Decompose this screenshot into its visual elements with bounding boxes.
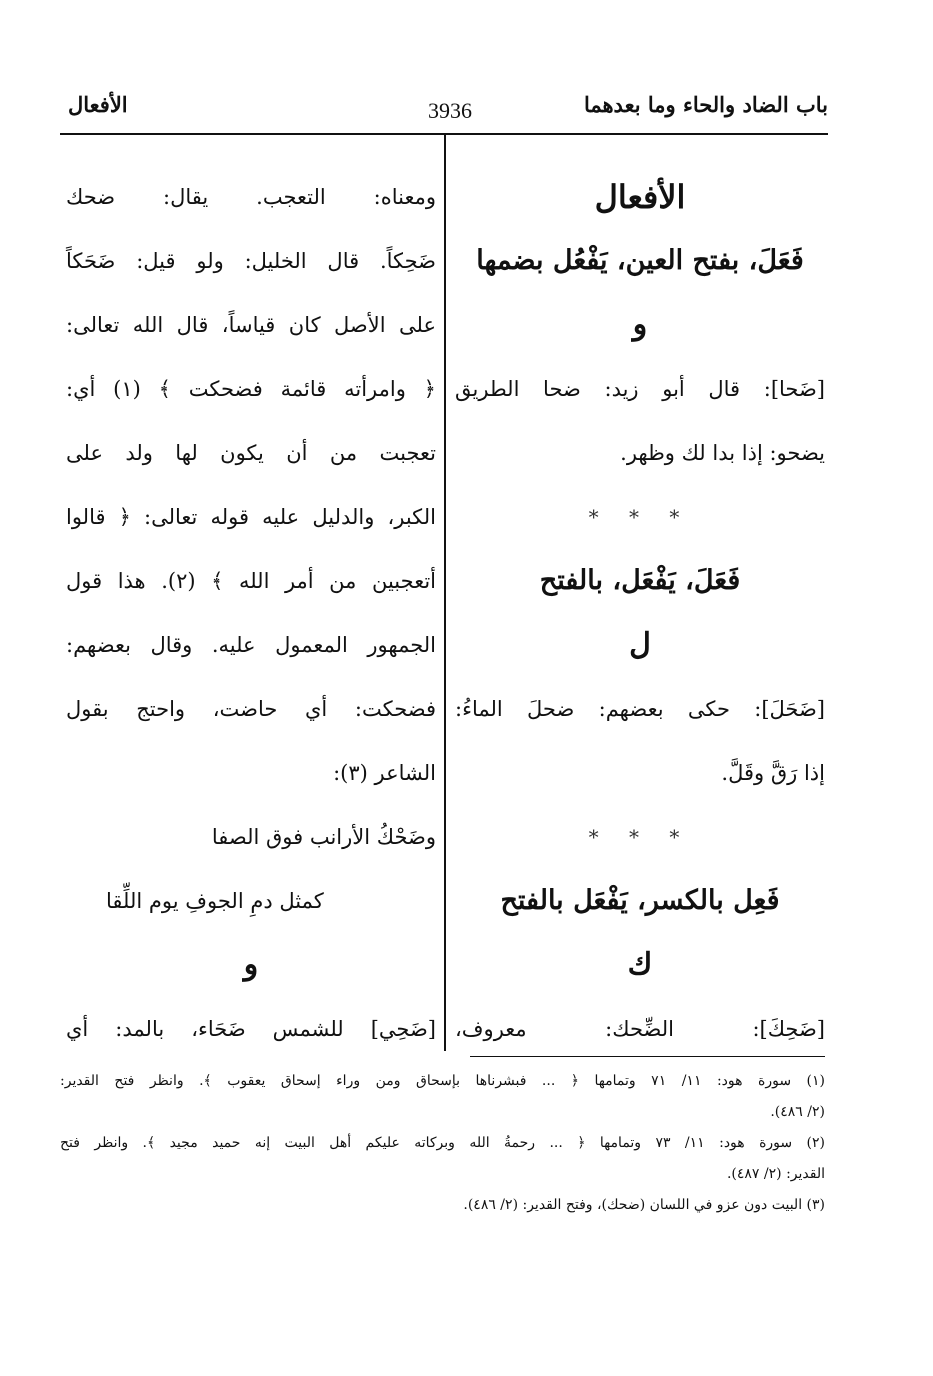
entry-text: [ضَحا]: قال أبو زيد: ضحا الطريق	[455, 377, 825, 401]
body-line: الجمهور المعمول عليه. وقال بعضهم:	[66, 633, 436, 657]
separator-stars: * * *	[588, 825, 692, 849]
left-column	[66, 165, 436, 1061]
right-column	[455, 165, 825, 1061]
entry-text: [ضَحِي] للشمس ضَحَاء، بالمد: أي	[66, 1017, 436, 1041]
footnote-line: القدير: (٢/ ٤٨٧).	[726, 1166, 825, 1182]
root-letter: ل	[629, 627, 651, 662]
body-line: الشاعر (٣):	[333, 761, 436, 785]
body-line: تعجبت من أن يكون لها ولد على	[66, 441, 436, 465]
body-line: ومعناه: التعجب. يقال: ضحك	[66, 185, 436, 209]
verb-pattern-heading: فَعَلَ، يَفْعَل، بالفتح	[539, 565, 741, 596]
verse-line: وضَحْكُ الأرانب فوق الصفا	[211, 825, 436, 849]
root-letter: و	[632, 307, 648, 342]
section-title: الأفعال	[68, 92, 128, 117]
verb-pattern-heading: فَعَلَ، بفتح العين، يَفْعُل بضمها	[476, 245, 804, 276]
body-line: أتعجبين من أمر الله ﴾ (٢). هذا قول	[66, 569, 436, 593]
entry-text: يضحو: إذا بدا لك وظهر.	[620, 441, 825, 465]
footnote-line: (٢/ ٤٨٦).	[770, 1104, 825, 1120]
entry-text: [ضَحِكَ]: الضِّحك: معروف،	[455, 1017, 825, 1041]
section-heading: الأفعال	[594, 178, 686, 216]
footnote-rule	[470, 1056, 825, 1057]
body-line: على الأصل كان قياساً، قال الله تعالى:	[66, 313, 436, 337]
entry-text: إذا رَقَّ وقَلَّ.	[721, 761, 825, 785]
body-line: ضَحِكاً. قال الخليل: ولو قيل: ضَحَكاً	[66, 249, 436, 273]
entry-text: [ضَحَلَ]: حكى بعضهم: ضحلَ الماءُ:	[455, 697, 825, 721]
root-letter: و	[243, 947, 259, 982]
separator-stars: * * *	[588, 505, 692, 529]
footnote-line: (١) سورة هود: ١١/ ٧١ وتمامها ﴿ ... فبشرناها بإسحاق ومن وراء إسحاق يعقوب ﴾. وانظر فتح القدير:	[60, 1073, 825, 1089]
root-letter: ك	[627, 947, 653, 982]
running-header	[60, 92, 828, 132]
footnotes	[60, 1066, 825, 1221]
column-divider	[444, 133, 446, 1051]
verb-pattern-heading: فَعِل بالكسر، يَفْعَل بالفتح	[500, 885, 780, 916]
verse-line: كمثل دمِ الجوفِ يوم اللِّقا	[106, 889, 324, 913]
body-line: الكبر، والدليل عليه قوله تعالى: ﴿ قالوا	[66, 505, 436, 529]
footnote-line: (٢) سورة هود: ١١/ ٧٣ وتمامها ﴿ ... رحمةُ الله وبركاته عليكم أهل البيت إنه حميد مجيد ﴾. وانظر فتح	[60, 1135, 826, 1151]
body-line: ﴿ وامرأته قائمة فضحكت ﴾ (١) أي:	[66, 377, 436, 401]
body-line: فضحكت: أي حاضت، واحتج بقول	[66, 697, 436, 721]
footnote-line: (٣) البيت دون عزو في اللسان (ضحك)، وفتح القدير: (٢/ ٤٨٦).	[463, 1197, 825, 1213]
chapter-title: باب الضاد والحاء وما بعدهما	[583, 92, 828, 117]
page-number: 3936	[428, 98, 472, 123]
